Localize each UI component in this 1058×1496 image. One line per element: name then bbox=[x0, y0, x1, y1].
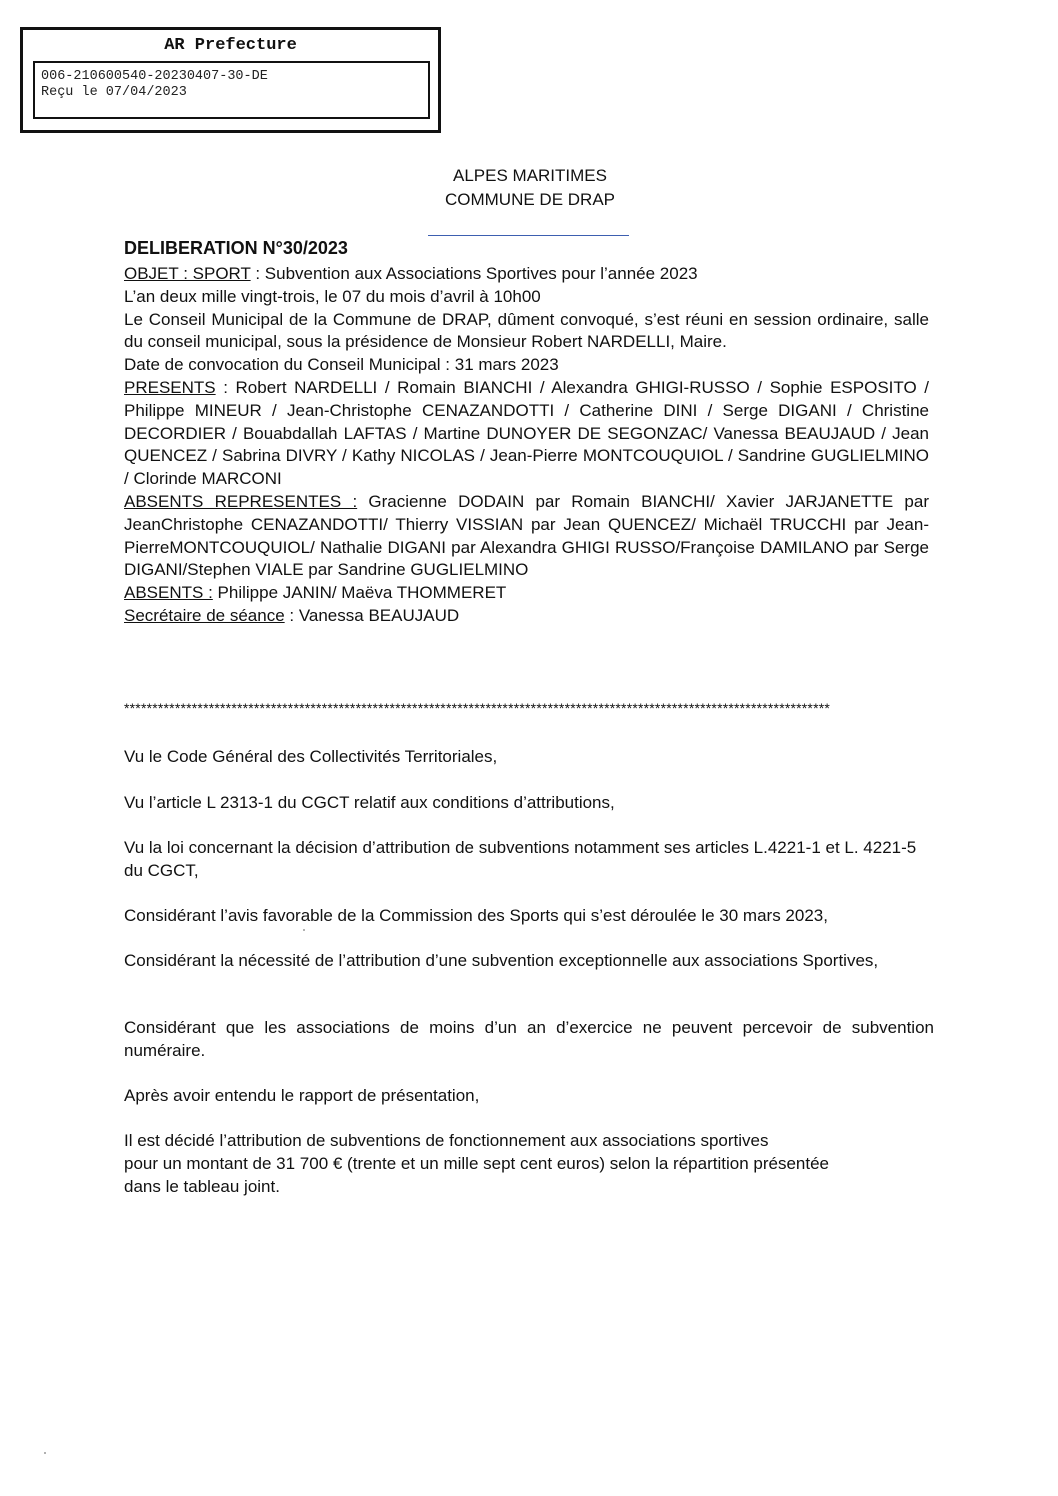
decision-line-2: pour un montant de 31 700 € (trente et un mille sept cent euros) selon la répartition présentée bbox=[124, 1154, 829, 1173]
scan-speck bbox=[303, 929, 305, 931]
present-list: : Robert NARDELLI / Romain BIANCHI / Alexandra GHIGI-RUSSO / Sophie ESPOSITO / Philippe MINEUR / Jean-Christophe CENAZANDOTTI / Catherine DINI / Serge DIGANI / Christine DECORDIER / Bouabdallah LAFTAS / Martine DUNOYER DE SEGONZAC/ Vanessa BEAUJAUD / Jean QUENCEZ / Sabrina DIVRY / Kathy NICOLAS / Jean-Pierre MONTCOUQUIOL / Sandrine GUGLIELMINO / Clorinde MARCONI bbox=[124, 377, 929, 489]
represented-members bbox=[124, 491, 929, 582]
paragraph-report: Après avoir entendu le rapport de présentation, bbox=[124, 1086, 480, 1105]
stamp-reference: 006-210600540-20230407-30-DE bbox=[41, 69, 268, 84]
deliberation-title: DELIBERATION N°30/2023 bbox=[124, 238, 348, 258]
absent-list: Philippe JANIN/ Maëva THOMMERET bbox=[212, 583, 507, 603]
represented-list: Gracienne DODAIN par Romain BIANCHI/ Xavier JARJANETTE par JeanChristophe CENAZANDOTTI/ Thierry VISSIAN par Jean QUENCEZ/ Michaël TRUCCHI par Jean-PierreMONTCOUQUIOL/ Nathalie DIGANI par Alexandra GHIGI RUSSO/Françoise DAMILANO par Serge DIGANI/Stephen VIALE par Sandrine GUGLIELMINO bbox=[124, 491, 929, 580]
decision-line-1: Il est décidé l’attribution de subventions de fonctionnement aux associations sportives bbox=[124, 1131, 769, 1150]
header-divider bbox=[428, 235, 629, 236]
paragraph-law: Vu la loi concernant la décision d’attribution de subventions notamment ses articles L.4221-1 et L. 4221-5 du CGCT, bbox=[124, 838, 917, 880]
council-statement: Le Conseil Municipal de la Commune de DRAP, dûment convoqué, s’est réuni en session ordinaire, salle du conseil municipal, sous la présidence de Monsieur Robert NARDELLI, Maire. bbox=[124, 309, 929, 352]
object-label: OBJET : SPORT bbox=[124, 264, 251, 283]
commune-heading: COMMUNE DE DRAP bbox=[444, 190, 615, 209]
absent-members bbox=[124, 582, 929, 605]
paragraph-commission: Considérant l’avis favorable de la Commission des Sports qui s’est déroulée le 30 mars 2023, bbox=[124, 906, 828, 925]
stamp-title: AR Prefecture bbox=[164, 36, 297, 55]
session-date: L’an deux mille vingt-trois, le 07 du mois d’avril à 10h00 bbox=[124, 286, 541, 306]
decision-line-3: dans le tableau joint. bbox=[124, 1177, 280, 1196]
object-text: : Subvention aux Associations Sportives pour l’année 2023 bbox=[250, 264, 698, 283]
present-label: PRESENTS bbox=[124, 377, 216, 397]
paragraph-article: Vu l’article L 2313-1 du CGCT relatif aux conditions d’attributions, bbox=[124, 793, 615, 812]
secretary-label: Secrétaire de séance bbox=[124, 605, 285, 625]
asterisk-separator: ***************************************************************************************************************************** bbox=[124, 700, 831, 716]
convocation-date: Date de convocation du Conseil Municipal : 31 mars 2023 bbox=[124, 355, 559, 375]
stamp-received-date: Reçu le 07/04/2023 bbox=[41, 85, 187, 100]
stamp-details bbox=[33, 61, 430, 119]
paragraph-associations: Considérant que les associations de moins d’un an d’exercice ne peuvent percevoir de subvention numéraire. bbox=[124, 1018, 934, 1060]
present-members bbox=[124, 377, 929, 491]
paragraph-necessity: Considérant la nécessité de l’attribution d’une subvention exceptionnelle aux associations Sportives, bbox=[124, 951, 879, 970]
prefecture-stamp bbox=[20, 27, 441, 133]
session-secretary bbox=[124, 605, 929, 628]
department-heading: ALPES MARITIMES bbox=[453, 166, 607, 185]
deliberation-preamble bbox=[124, 263, 929, 628]
represented-label: ABSENTS REPRESENTES : bbox=[124, 491, 358, 511]
object-line bbox=[124, 263, 929, 286]
paragraph-code: Vu le Code Général des Collectivités Territoriales, bbox=[124, 747, 498, 766]
secretary-name: : Vanessa BEAUJAUD bbox=[284, 605, 460, 625]
absent-label: ABSENTS : bbox=[124, 583, 213, 603]
scan-speck bbox=[44, 1452, 46, 1454]
